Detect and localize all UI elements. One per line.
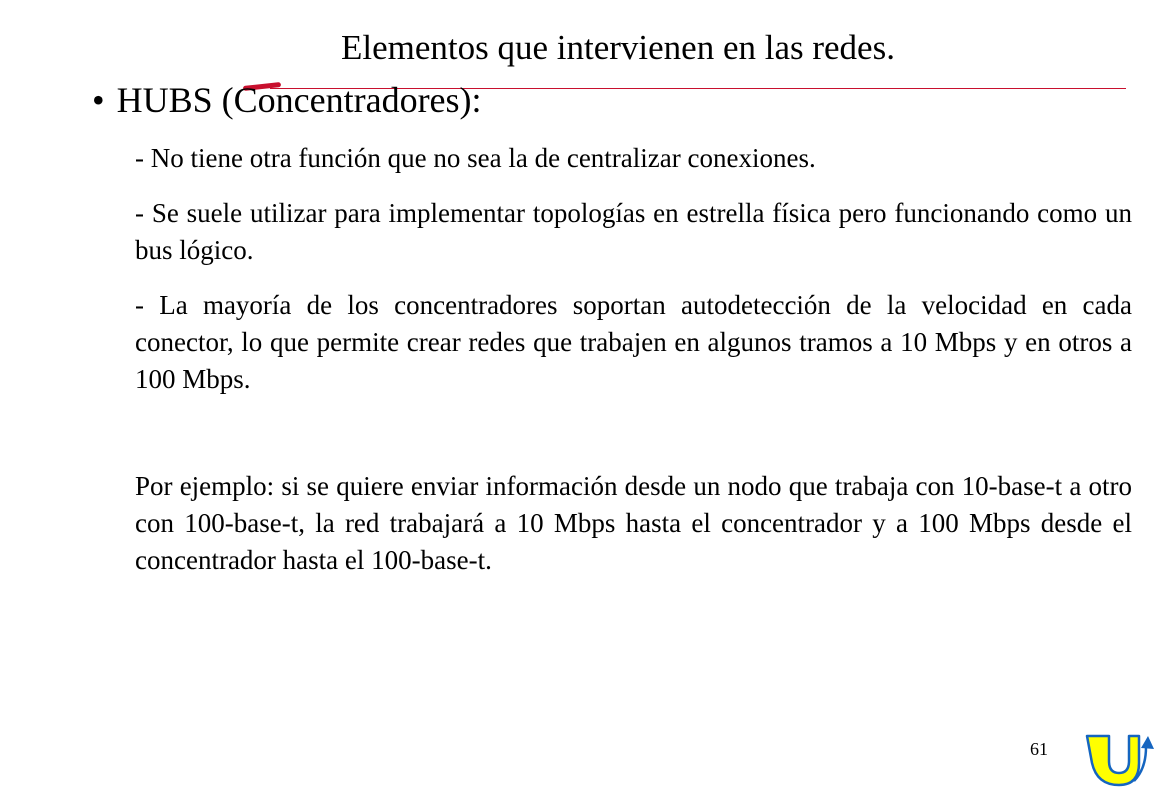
paragraph-topology: - Se suele utilizar para implementar topologías en estrella física pero funcionando como un bus lógico.: [135, 198, 1132, 265]
paragraph-autodetection: - La mayoría de los concentradores soportan autodetección de la velocidad en cada conector, lo que permite crear redes que trabajen en algunos tramos a 10 Mbps y en otros a 100 Mbps.: [135, 290, 1132, 394]
section-heading: [92, 76, 482, 124]
bullet-icon: •: [92, 80, 105, 120]
paragraph-function: - No tiene otra función que no sea la de centralizar conexiones.: [135, 143, 816, 173]
section-heading-text: HUBS (Concentradores):: [116, 80, 482, 120]
u-turn-arrow-icon[interactable]: [1084, 733, 1158, 789]
paragraph-example: Por ejemplo: si se quiere enviar información desde un nodo que trabaja con 10-base-t a otro con 100-base-t, la red trabajará a 10 Mbps hasta el concentrador y a 100 Mbps desde el concentrador hasta el 100-base-t.: [135, 471, 1132, 575]
slide-body: [135, 140, 1132, 597]
slide-title: Elementos que intervienen en las redes.: [341, 28, 895, 67]
page-number: 61: [1030, 739, 1048, 759]
